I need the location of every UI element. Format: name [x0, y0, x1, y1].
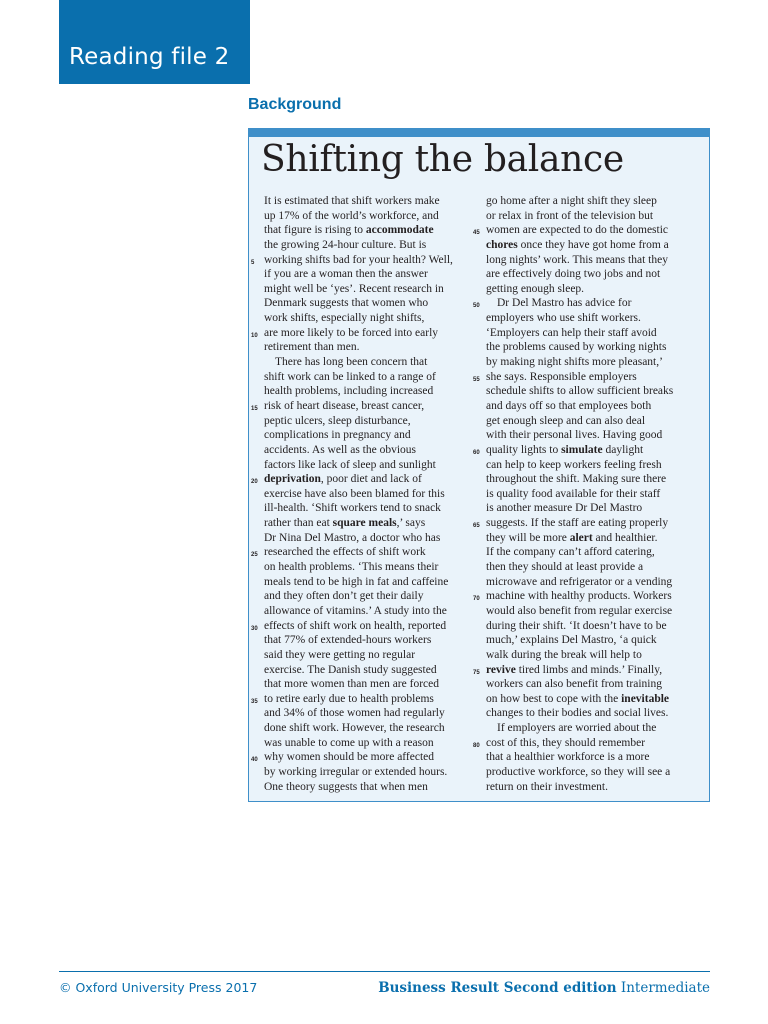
text-segment: return on their investment. [486, 780, 608, 793]
text-segment: health problems, including increased [264, 385, 434, 398]
line-number: 45 [473, 230, 480, 237]
text-line [264, 267, 474, 282]
text-segment: Dr Nina Del Mastro, a doctor who has [264, 531, 441, 544]
line-number: 20 [251, 479, 258, 486]
text-line [486, 560, 698, 575]
text-segment: once they have got home from a [517, 238, 669, 251]
text-line [264, 296, 474, 311]
text-line [264, 384, 474, 399]
text-line [486, 648, 698, 663]
book-credit [378, 980, 710, 996]
text-segment: that more women than men are forced [264, 678, 439, 691]
text-segment: peptic ulcers, sleep disturbance, [264, 414, 411, 427]
text-segment: during their shift. ‘It doesn’t have to be [486, 619, 667, 632]
text-segment: machine with healthy products. Workers [486, 590, 672, 603]
text-line [486, 721, 698, 736]
text-segment: throughout the shift. Making sure there [486, 473, 667, 486]
text-line [486, 267, 698, 282]
text-line [264, 340, 474, 355]
book-title: Business Result Second edition [378, 980, 617, 996]
line-number: 5 [251, 259, 255, 266]
text-segment: are effectively doing two jobs and not [486, 268, 661, 281]
text-segment: and 34% of those women had regularly [264, 707, 445, 720]
text-line [486, 780, 698, 795]
text-segment: If employers are worried about the [497, 722, 657, 735]
text-line [486, 604, 698, 619]
text-segment: if you are a woman then the answer [264, 268, 428, 281]
text-segment: schedule shifts to allow sufficient breaks [486, 385, 674, 398]
text-segment: working shifts bad for your health? Well, [264, 253, 453, 266]
text-line [264, 575, 474, 590]
line-number: 55 [473, 376, 480, 383]
text-line [486, 487, 698, 502]
text-line [486, 253, 698, 268]
text-segment: Denmark suggests that women who [264, 297, 429, 310]
text-segment: and days off so that employees both [486, 399, 652, 412]
text-line [264, 765, 474, 780]
text-segment: One theory suggests that when men [264, 780, 428, 793]
text-line [486, 692, 698, 707]
text-segment: to retire early due to health problems [264, 692, 434, 705]
text-line [486, 340, 698, 355]
text-segment: and healthier. [592, 531, 658, 544]
text-line [264, 487, 474, 502]
text-segment: tired limbs and minds.’ Finally, [515, 663, 663, 676]
text-line [264, 780, 474, 795]
text-segment: get enough sleep and can also deal [486, 414, 646, 427]
text-line [486, 282, 698, 297]
text-line [486, 311, 698, 326]
text-line [264, 648, 474, 663]
text-line [264, 443, 474, 458]
text-line [264, 194, 474, 209]
text-line [486, 472, 698, 487]
text-segment: she says. Responsible employers [486, 370, 637, 383]
line-number: 80 [473, 742, 480, 749]
text-segment: changes to their bodies and social lives. [486, 707, 669, 720]
text-segment: was unable to come up with a reason [264, 736, 434, 749]
text-line [264, 458, 474, 473]
text-line [264, 531, 474, 546]
text-line [251, 545, 474, 560]
keyword: chores [486, 238, 518, 251]
text-line [486, 545, 698, 560]
text-line [264, 355, 474, 370]
section-label: Background [248, 96, 342, 113]
text-line [486, 428, 698, 443]
line-number: 50 [473, 303, 480, 310]
book-level: Intermediate [620, 980, 710, 996]
text-segment: walk during the break will help to [486, 648, 642, 661]
article-right-column [473, 194, 698, 794]
text-segment: is another measure Dr Del Mastro [486, 502, 643, 515]
text-segment: exercise have also been blamed for this [264, 487, 445, 500]
text-segment: researched the effects of shift work [264, 546, 426, 559]
text-line [486, 501, 698, 516]
text-segment: can help to keep workers feeling fresh [486, 458, 662, 471]
text-segment: ,’ says [396, 517, 426, 530]
text-line [264, 721, 474, 736]
text-segment: that 77% of extended-hours workers [264, 634, 432, 647]
article-left-column [251, 194, 474, 794]
text-line [486, 677, 698, 692]
text-segment: There has long been concern that [275, 356, 428, 369]
text-segment: retirement than men. [264, 341, 360, 354]
text-line [486, 575, 698, 590]
text-line [473, 516, 698, 531]
text-segment: go home after a night shift they sleep [486, 195, 657, 207]
keyword: accommodate [365, 224, 434, 237]
article-top-bar [248, 128, 710, 137]
text-line [264, 282, 474, 297]
text-segment: shift work can be linked to a range of [264, 370, 436, 383]
line-number: 40 [251, 757, 258, 764]
text-segment: rather than eat [264, 517, 333, 530]
text-segment: It is estimated that shift workers make [264, 195, 440, 207]
text-segment: or relax in front of the television but [486, 209, 654, 222]
keyword: inevitable [621, 692, 670, 705]
text-segment: on how best to cope with the [486, 692, 622, 705]
text-line [251, 399, 474, 414]
text-line [264, 238, 474, 253]
text-segment: much,’ explains Del Mastro, ‘a quick [486, 634, 657, 647]
copyright-notice: © Oxford University Press 2017 [59, 980, 258, 995]
text-line [486, 194, 698, 209]
text-line [486, 706, 698, 721]
text-segment: daylight [602, 443, 644, 456]
text-segment: that a healthier workforce is a more [486, 751, 650, 764]
text-segment: and they often don’t get their daily [264, 590, 424, 603]
text-segment: productive workforce, so they will see a [486, 765, 671, 778]
text-segment: workers can also benefit from training [486, 678, 662, 691]
keyword: revive [486, 663, 516, 676]
text-segment: why women should be more affected [264, 751, 435, 764]
text-line [264, 209, 474, 224]
footer-divider [59, 971, 710, 972]
text-segment: Dr Del Mastro has advice for [497, 297, 632, 310]
line-number: 15 [251, 405, 258, 412]
keyword: alert [569, 531, 593, 544]
text-segment: risk of heart disease, breast cancer, [264, 399, 425, 412]
text-line [473, 736, 698, 751]
text-line [473, 370, 698, 385]
text-segment: the growing 24-hour culture. But is [264, 238, 427, 251]
text-line [473, 296, 698, 311]
text-segment: long nights’ work. This means that they [486, 253, 668, 266]
text-segment: said they were getting no regular [264, 648, 416, 661]
text-line [486, 209, 698, 224]
keyword: square meals [332, 517, 397, 530]
line-number: 60 [473, 449, 480, 456]
text-segment: getting enough sleep. [486, 282, 585, 295]
text-line [264, 663, 474, 678]
text-segment: the problems caused by working nights [486, 341, 667, 354]
line-number: 35 [251, 698, 258, 705]
text-line [486, 326, 698, 341]
text-segment: up 17% of the world’s workforce, and [264, 209, 439, 222]
keyword: simulate [561, 443, 603, 456]
line-number: 30 [251, 625, 258, 632]
text-segment: with their personal lives. Having good [486, 429, 663, 442]
text-line [264, 589, 474, 604]
text-line [264, 516, 474, 531]
text-segment: suggests. If the staff are eating properly [486, 517, 669, 530]
text-segment: employers who use shift workers. [486, 312, 641, 325]
text-line [486, 384, 698, 399]
text-segment: are more likely to be forced into early [264, 326, 439, 339]
text-line [264, 604, 474, 619]
text-segment: that figure is rising to [264, 224, 366, 237]
tab-title: Reading file 2 [69, 44, 230, 70]
text-line [264, 370, 474, 385]
text-segment: factors like lack of sleep and sunlight [264, 458, 436, 471]
text-segment: then they should at least provide a [486, 561, 644, 574]
text-segment: work shifts, especially night shifts, [264, 312, 425, 325]
text-segment: quality lights to [486, 443, 562, 456]
line-number: 75 [473, 669, 480, 676]
text-line [264, 223, 474, 238]
text-line [264, 706, 474, 721]
text-line [486, 399, 698, 414]
text-line [486, 750, 698, 765]
text-segment: might well be ‘yes’. Recent research in [264, 282, 444, 295]
text-line [486, 238, 698, 253]
line-number: 65 [473, 523, 480, 530]
line-number: 70 [473, 596, 480, 603]
text-segment: accidents. As well as the obvious [264, 443, 417, 456]
text-segment: meals tend to be high in fat and caffeine [264, 575, 449, 588]
text-line [486, 633, 698, 648]
text-segment: is quality food available for their staff [486, 487, 661, 500]
text-line [264, 633, 474, 648]
text-segment: done shift work. However, the research [264, 722, 445, 735]
article-box [248, 128, 710, 802]
text-line [251, 619, 474, 634]
text-line [251, 750, 474, 765]
text-line [264, 428, 474, 443]
text-segment: would also benefit from regular exercise [486, 604, 673, 617]
text-line [264, 677, 474, 692]
text-segment: ‘Employers can help their staff avoid [486, 326, 657, 339]
text-segment: complications in pregnancy and [264, 429, 411, 442]
text-line [473, 663, 698, 678]
text-segment: women are expected to do the domestic [486, 224, 669, 237]
text-line [486, 355, 698, 370]
line-number: 10 [251, 332, 258, 339]
text-segment: effects of shift work on health, reported [264, 619, 447, 632]
text-line [473, 223, 698, 238]
text-segment: If the company can’t afford catering, [486, 546, 655, 559]
text-line [486, 765, 698, 780]
text-segment: microwave and refrigerator or a vending [486, 575, 673, 588]
text-line [264, 414, 474, 429]
article-title: Shifting the balance [261, 139, 624, 180]
text-segment: by making night shifts more pleasant,’ [486, 356, 663, 369]
text-segment: they will be more [486, 531, 570, 544]
text-line [473, 589, 698, 604]
text-segment: by working irregular or extended hours. [264, 765, 448, 778]
text-line [486, 458, 698, 473]
line-number: 25 [251, 552, 258, 559]
text-line [473, 443, 698, 458]
text-segment: exercise. The Danish study suggested [264, 663, 437, 676]
text-line [251, 253, 474, 268]
text-line [486, 619, 698, 634]
reading-file-tab [59, 0, 250, 84]
text-segment: cost of this, they should remember [486, 736, 646, 749]
text-line [251, 326, 474, 341]
text-line [264, 501, 474, 516]
text-segment: ill-health. ‘Shift workers tend to snack [264, 502, 441, 515]
keyword: deprivation [264, 473, 321, 486]
text-segment: allowance of vitamins.’ A study into the [264, 604, 447, 617]
text-line [251, 692, 474, 707]
text-line [486, 531, 698, 546]
text-line [251, 472, 474, 487]
text-line [486, 414, 698, 429]
text-line [264, 311, 474, 326]
text-segment: , poor diet and lack of [320, 473, 422, 486]
text-line [264, 560, 474, 575]
text-line [264, 736, 474, 751]
text-segment: on health problems. ‘This means their [264, 561, 439, 574]
